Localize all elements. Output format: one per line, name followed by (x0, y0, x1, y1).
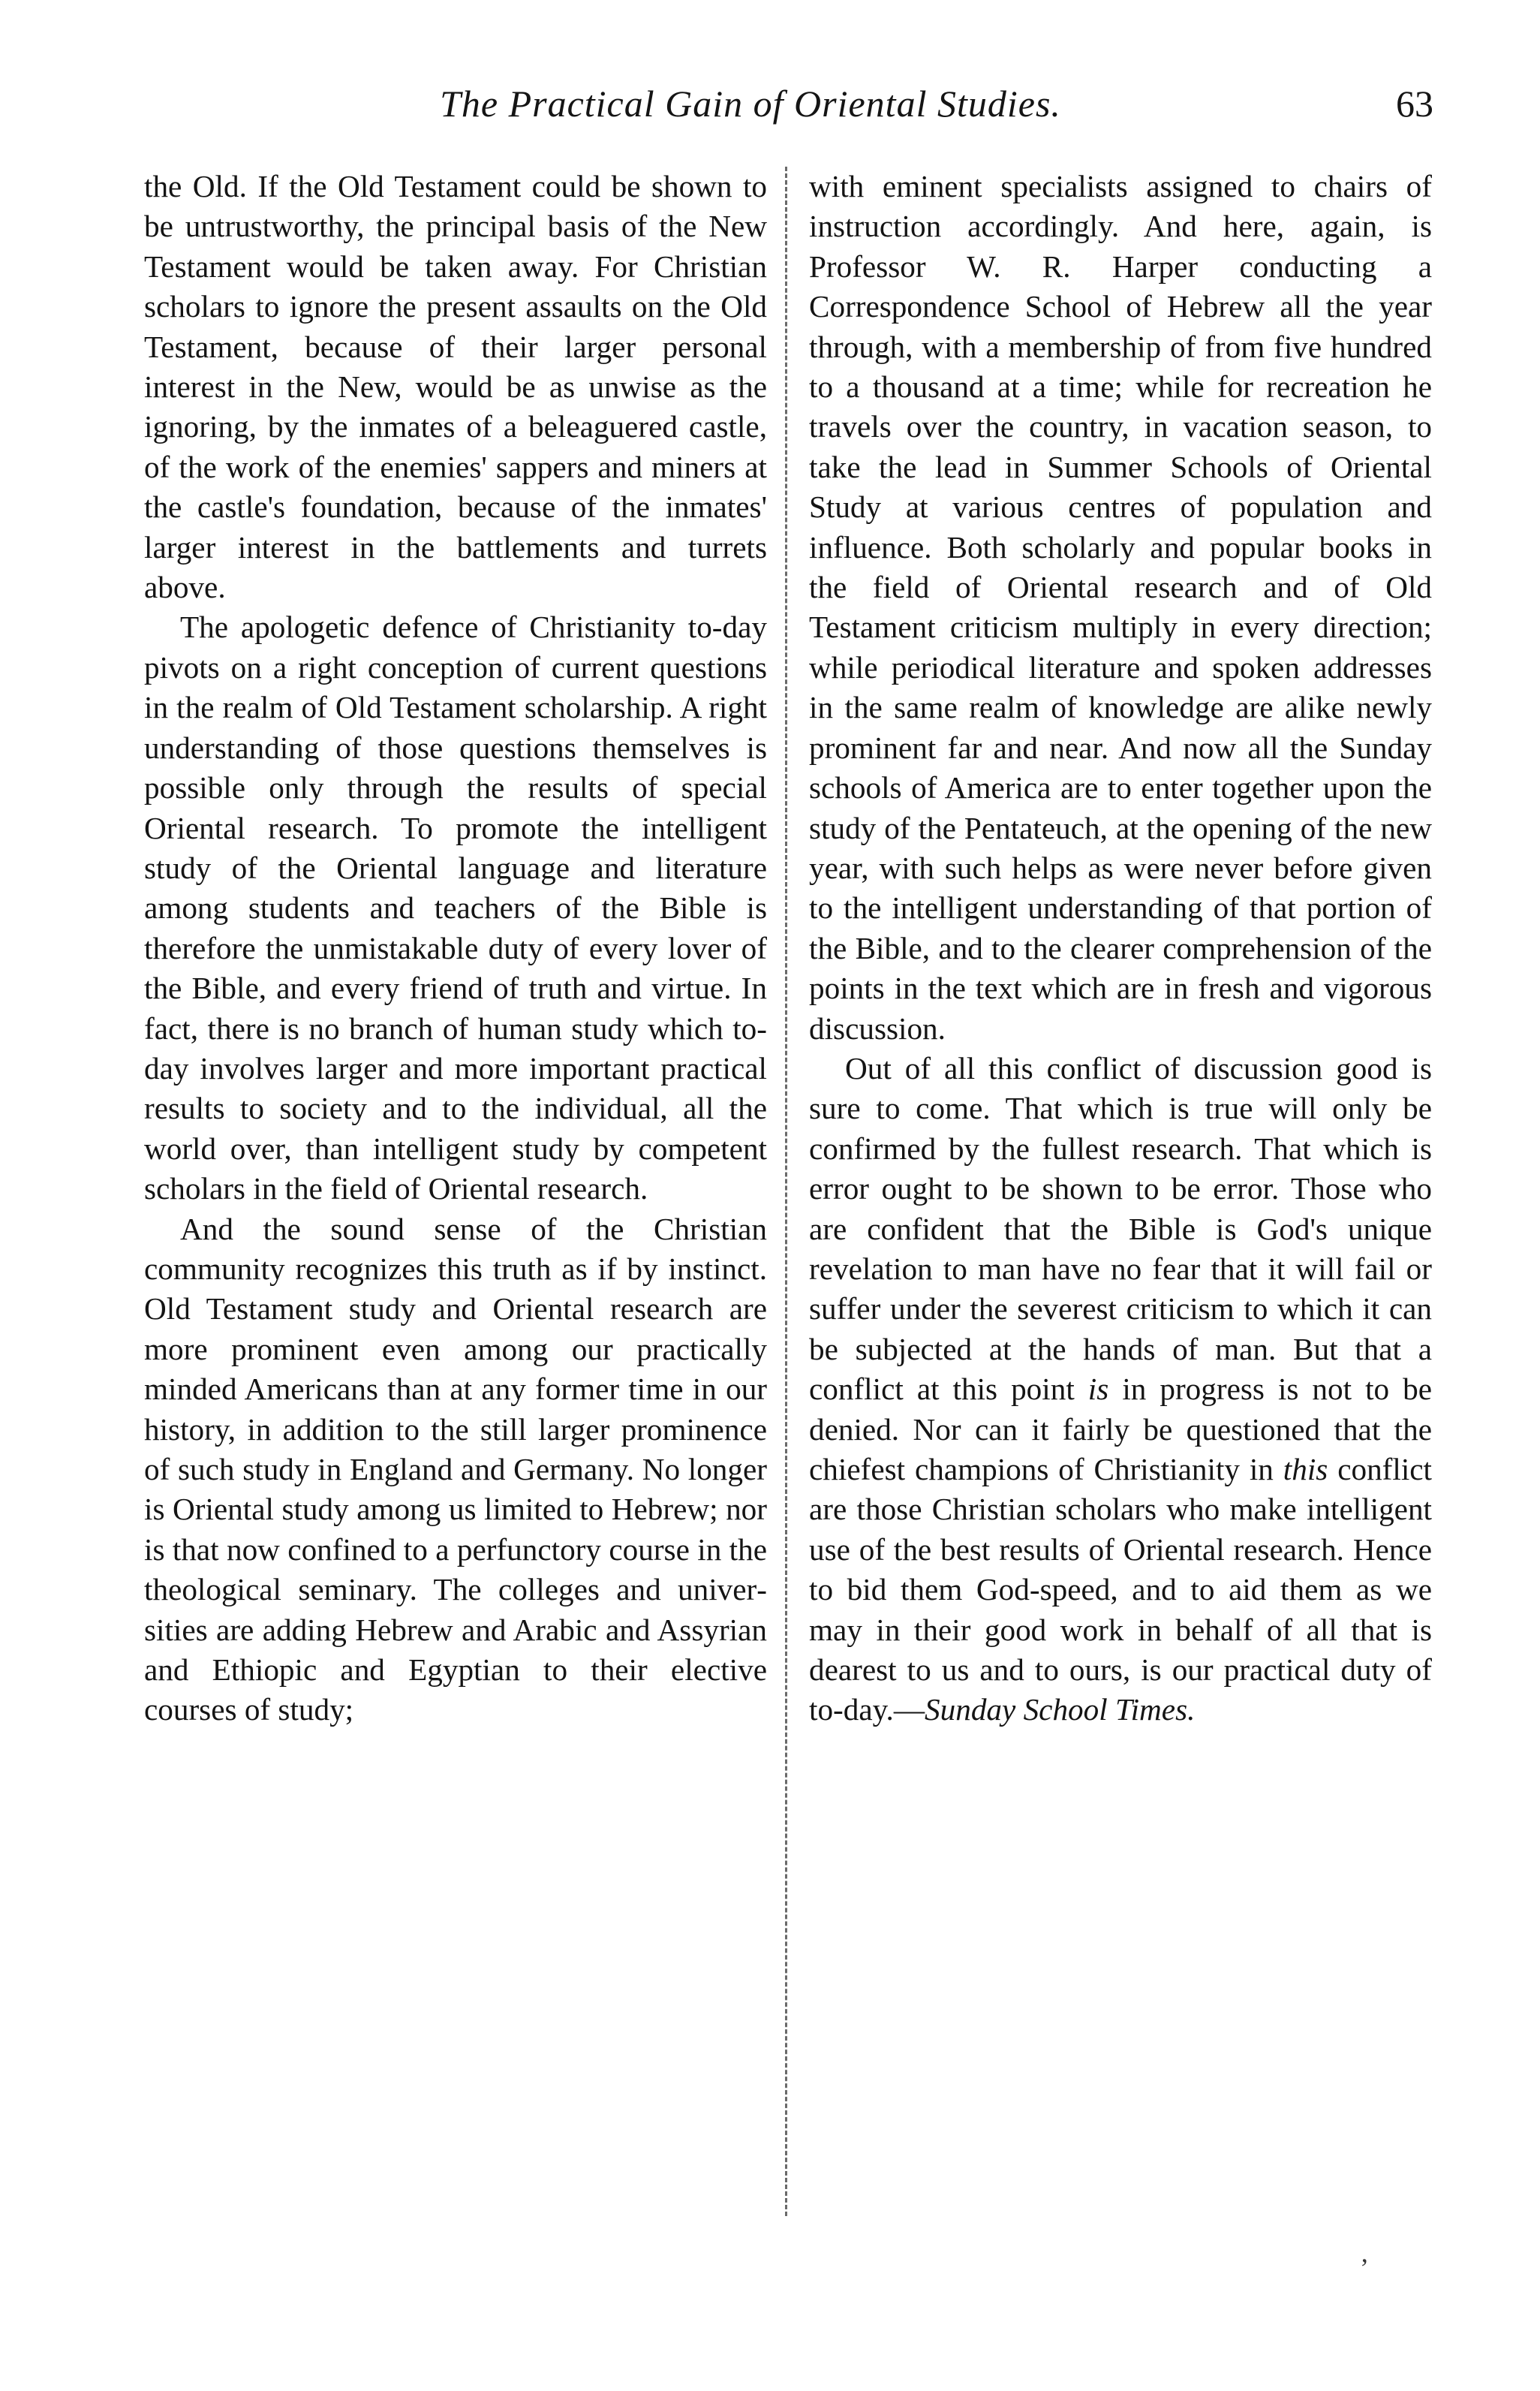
left-paragraph-2: The apologetic defence of Christianity to-day pivots on a right conception of current questions in the realm of Old Testament scholarship. A right understanding of those questions themselves is possible only through the results of special Oriental research. To promote the intelligent study of the Oriental language and literature among students and teachers of the Bible is therefore the unmistakable duty of every lover of the Bible, and every friend of truth and virtue. In fact, there is no branch of human study which to-day involves larger and more important practical results to society and to the individual, all the world over, than intelligent study by competent scholars in the field of Oriental research. (144, 610, 767, 1206)
page-number: 63 (1396, 83, 1433, 125)
right-paragraph-2-text-a: Out of all this conflict of discussion good is sure to come. That which is true will only be confirmed by the fullest research. That which is error ought to be shown to be error. Those who are confident that the Bible is God's unique revelation to man have no fear that it will fail or suffer under the severest criticism to which it can be subjected at the hands of man. But that a conflict at this point (809, 1050, 1432, 1407)
running-header (143, 74, 1433, 134)
running-title: The Practical Gain of Oriental Studies. (440, 83, 1061, 125)
right-paragraph-2-text-c: conflict are those Christian scholars who make intelligent use of the best results of Oriental research. Hence to bid them God-speed, and to aid them as we may in their good work in behalf of all that is dearest to us and to ours, is our practical duty of to-day.— (809, 1452, 1432, 1727)
emphasis-is: is (1087, 1372, 1109, 1407)
right-paragraph-2-text-b: in progress is not to be denied. Nor can it fairly be questioned that the chiefest champions of Christianity in (809, 1372, 1433, 1486)
left-paragraph-3: And the sound sense of the Christian community recognizes this truth as if by instinct. Old Testament study and Oriental research are more prominent even among our practically minded Americans than at any former time in our history, in addition to the still larger prominence of such study in England and Germany. No longer is Oriental study among us limited to Hebrew; nor is that now confined to a perfunctory course in the theological seminary. The colleges and universities are adding Hebrew and Arabic and Assyrian and Ethiopic and Egyptian to their elective courses of study; (144, 1211, 767, 1727)
right-paragraph-1: with eminent specialists assigned to chairs of instruction accordingly. And here, again, is Professor W. R. Harper conducting a Correspondence School of Hebrew all the year through, with a membership of from five hundred to a thousand at a time; while for recreation he travels over the country, in vacation season, to take the lead in Summer Schools of Oriental Study at various centres of population and influence. Both scholarly and popular books in the field of Oriental research and of Old Testament criticism multiply in every direction; while periodical literature and spoken addresses in the same realm of knowledge are alike newly prominent far and near. And now all the Sunday schools of America are to enter together upon the study of the Pentateuch, at the opening of the new year, with such helps as were never before given to the intelligent understanding of that portion of the Bible, and to the clearer comprehension of the points in the text which are in fresh and vigorous discussion. (809, 169, 1432, 1046)
emphasis-this: this (1283, 1452, 1328, 1486)
left-column (144, 167, 767, 1730)
left-paragraph-1: the Old. If the Old Testament could be shown to be untrustworthy, the principal basis of the New Testament would be taken away. For Christian scholars to ignore the present assaults on the Old Testament, because of their larger personal interest in the New, would be as unwise as the ignoring, by the inmates of a beleaguered castle, of the work of the enemies' sappers and miners at the castle's foundation, because of the inmates' larger interest in the battlements and turrets above. (144, 169, 767, 605)
source-citation: Sunday School Times. (925, 1692, 1196, 1727)
stray-ink-mark: ’ (1360, 2253, 1369, 2283)
right-column (809, 167, 1432, 1730)
column-divider (785, 167, 787, 2216)
right-paragraph-2 (809, 1049, 1432, 1730)
